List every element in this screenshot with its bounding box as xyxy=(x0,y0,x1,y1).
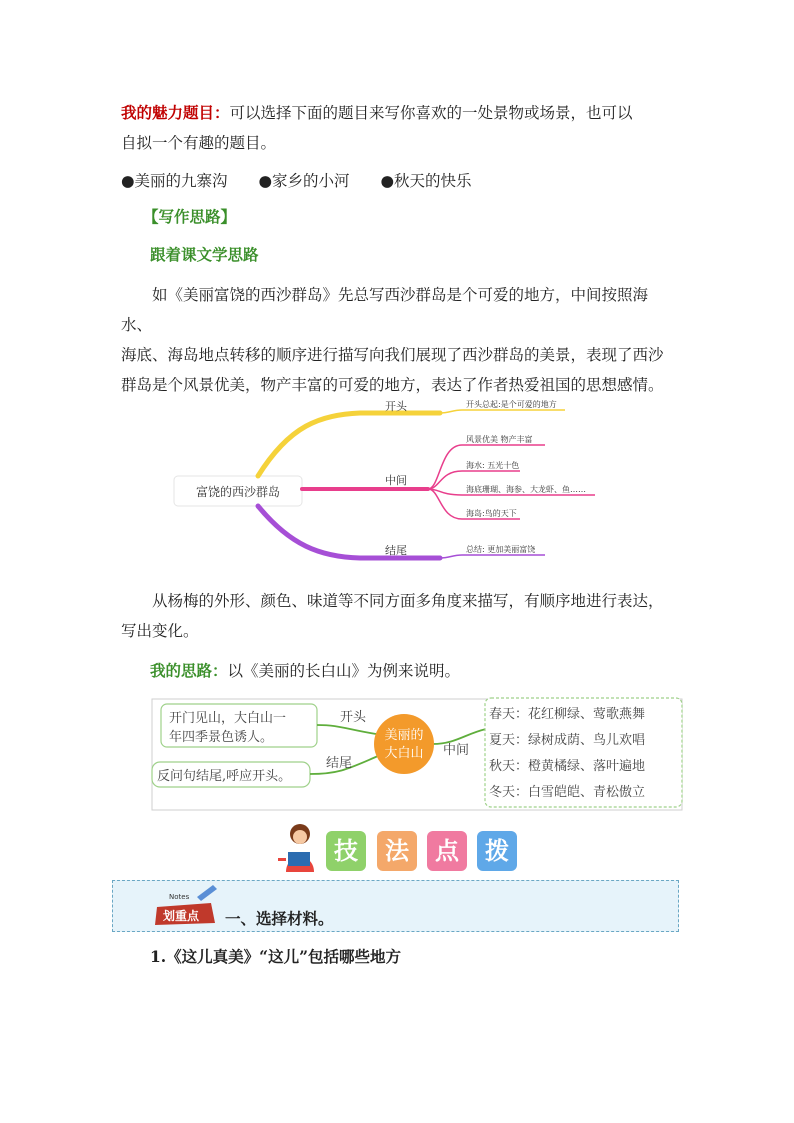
right-box-line: 秋天：橙黄橘绿、落叶遍地 xyxy=(489,759,646,774)
tile-fa: 法 xyxy=(377,831,417,871)
leaf-line xyxy=(440,555,545,558)
tile-bo: 拨 xyxy=(477,831,517,871)
label-jiewei: 结尾 xyxy=(326,756,353,771)
section-heading: 【写作思路】 xyxy=(143,208,237,226)
badge-small-text: Notes xyxy=(169,893,190,901)
leaf-label: 风景优美 物产丰富 xyxy=(466,435,533,444)
leaf-line xyxy=(440,410,565,413)
topic-item: ●美丽的九寨沟 xyxy=(121,172,228,190)
right-box-line: 春天：花红柳绿、莺歌燕舞 xyxy=(489,707,646,722)
badge-text: 划重点 xyxy=(163,909,200,923)
my-idea-text: 以《美丽的长白山》为例来说明。 xyxy=(227,662,461,680)
paragraph-line: 写出变化。 xyxy=(121,622,199,640)
paragraph-yangmei xyxy=(121,586,677,646)
paragraph-line: 从杨梅的外形、颜色、味道等不同方面多角度来描写，有顺序地进行表达， xyxy=(152,592,664,610)
my-idea-label: 我的思路： xyxy=(150,662,228,680)
branch-bottom-line xyxy=(258,506,440,558)
paragraph-line: 海底、海岛地点转移的顺序进行描写向我们展现了西沙群岛的美景，表现了西沙 xyxy=(121,346,664,364)
topic-title-label: 我的魅力题目： xyxy=(121,104,230,122)
connector-right xyxy=(433,729,486,744)
leaf-label: 总结: 更加美丽富饶 xyxy=(466,545,536,554)
intro-line1: 可以选择下面的题目来写你喜欢的一处景物或场景，也可以 xyxy=(229,104,633,122)
teacher-illustration xyxy=(274,822,322,874)
topic-item: ●秋天的快乐 xyxy=(380,172,472,190)
my-idea-line xyxy=(150,656,706,686)
left-top-box-line: 年四季景色诱人。 xyxy=(169,730,274,745)
center-line2: 大白山 xyxy=(384,746,424,761)
leaf-label: 开头总起:是个可爱的地方 xyxy=(466,400,557,409)
right-box-line: 夏天：绿树成荫、鸟儿欢唱 xyxy=(489,733,646,748)
leaf-label: 海岛:鸟的天下 xyxy=(466,509,517,518)
branch-label-bottom: 结尾 xyxy=(385,544,407,557)
paragraph-line: 如《美丽富饶的西沙群岛》先总写西沙群岛是个可爱的地方，中间按照海水、 xyxy=(121,286,649,334)
branch-label-middle: 中间 xyxy=(385,474,407,487)
topic-item: ●家乡的小河 xyxy=(258,172,350,190)
topic-list xyxy=(121,166,677,196)
highlight-badge xyxy=(149,883,221,929)
right-box-line: 冬天：白雪皑皑、青松傲立 xyxy=(489,785,646,800)
question-1: 1.《这儿真美》“这儿”包括哪些地方 xyxy=(150,947,402,966)
key-point-banner xyxy=(112,880,679,932)
leaf-label: 海水: 五光十色 xyxy=(466,461,520,470)
leaf-label: 海底珊瑚、海参、大龙虾、鱼…… xyxy=(466,485,586,494)
intro-paragraph xyxy=(121,98,677,158)
mindmap-xisha xyxy=(0,385,794,575)
paragraph-line: 群岛是个风景优美，物产丰富的可爱的地方，表达了作者热爱祖国的思想感情。 xyxy=(121,376,664,394)
intro-line2: 自拟一个有趣的题目。 xyxy=(121,134,277,152)
banner-text: 一、选择材料。 xyxy=(225,910,334,928)
tile-dian: 点 xyxy=(427,831,467,871)
connector-top xyxy=(317,725,376,734)
branch-top-line xyxy=(258,413,440,476)
pencil-icon xyxy=(197,885,217,901)
branch-label-top: 开头 xyxy=(385,400,407,413)
sub-heading: 跟着课文学思路 xyxy=(150,246,259,264)
tile-ji: 技 xyxy=(326,831,366,871)
center-line1: 美丽的 xyxy=(384,728,424,743)
center-circle xyxy=(374,714,434,774)
label-zhongjian: 中间 xyxy=(443,743,470,758)
left-top-box-line: 开门见山，大白山一 xyxy=(169,711,287,726)
paragraph-xisha xyxy=(121,280,677,400)
left-bottom-box-text: 反问句结尾,呼应开头。 xyxy=(157,769,292,784)
label-kaitou: 开头 xyxy=(340,710,367,725)
mindmap-center-label: 富饶的西沙群岛 xyxy=(195,485,281,499)
mindmap-changbai xyxy=(0,694,794,819)
